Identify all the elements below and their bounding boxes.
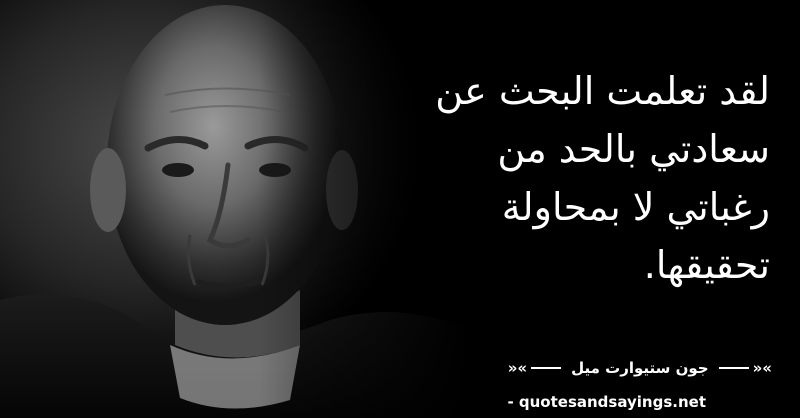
author-dash-right: [719, 367, 749, 369]
site-prefix: -: [507, 393, 519, 411]
author-open-mark: »«: [752, 358, 772, 377]
quote-line-4: تحقيقها.: [643, 243, 770, 287]
author-attribution: [508, 357, 772, 379]
quote-line-3: رغباتي لا بمحاولة: [501, 185, 770, 229]
quote-text: [390, 62, 770, 294]
site-url: quotesandsayings.net: [518, 393, 706, 411]
quote-line-1: لقد تعلمت البحث عن: [435, 69, 770, 113]
quote-line-2: سعادتي بالحد من: [497, 127, 770, 171]
author-close-mark: »«: [507, 358, 528, 377]
site-watermark: [507, 393, 706, 415]
author-name: جون ستيوارت ميل: [571, 359, 709, 377]
author-dash-left: [531, 367, 561, 369]
